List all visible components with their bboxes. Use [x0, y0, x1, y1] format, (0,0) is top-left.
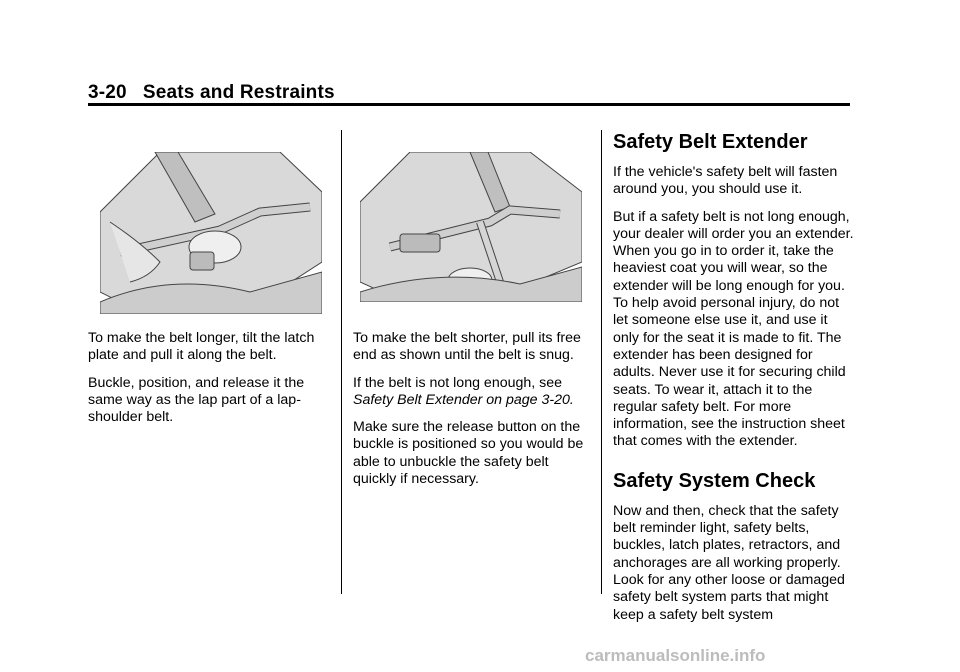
paragraph: To make the belt shorter, pull its free end as shown until the belt is snug. — [353, 330, 581, 364]
belt-shorten-illustration — [360, 152, 582, 302]
paragraph: Now and then, check that the safety belt reminder light, safety belts, buckles, latch plates, retractors, and anchorages are all working properly. Look for any other loose or damaged safety belt system parts that might keep a safety belt system — [613, 502, 845, 623]
header-rule — [88, 103, 850, 106]
column-divider-left — [341, 130, 342, 594]
column-divider-right — [601, 130, 602, 594]
section-title: Seats and Restraints — [142, 82, 335, 103]
paragraph: If the belt is not long enough, see — [353, 374, 563, 391]
watermark: carmanualsonline.info — [585, 646, 766, 665]
page-number: 3-20 — [88, 82, 127, 103]
cross-reference-link[interactable]: Safety Belt Extender on page 3-20. — [353, 391, 574, 408]
paragraph: Buckle, position, and release it the same way as the lap part of a lap-shoulder belt. — [88, 374, 305, 426]
page-header — [88, 82, 335, 104]
paragraph: If the vehicle's safety belt will fasten around you, you should use it. — [613, 164, 838, 198]
paragraph: But if a safety belt is not long enough, your dealer will order you an extender. When you go in to order it, take the heaviest coat you will wear, so the extender will be long enough for you. To help avoid personal injury, do not let someone else use it, and use it only for the seat it is made to fit. The extender has been designed for adults. Never use it for securing child seats. To wear it, attach it to the regular safety belt. For more information, see the instruction sheet that comes with the extender. — [613, 208, 854, 450]
column-3 — [613, 130, 855, 634]
heading-safety-belt-extender: Safety Belt Extender — [613, 131, 808, 153]
paragraph: To make the belt longer, tilt the latch plate and pull it along the belt. — [88, 330, 315, 364]
paragraph: Make sure the release button on the buckle is positioned so you would be able to unbuckle the safety belt quickly if necessary. — [353, 419, 584, 488]
heading-safety-system-check: Safety System Check — [613, 469, 816, 492]
belt-lengthen-illustration — [100, 152, 322, 314]
column-2 — [353, 330, 591, 498]
column-1 — [88, 330, 330, 436]
